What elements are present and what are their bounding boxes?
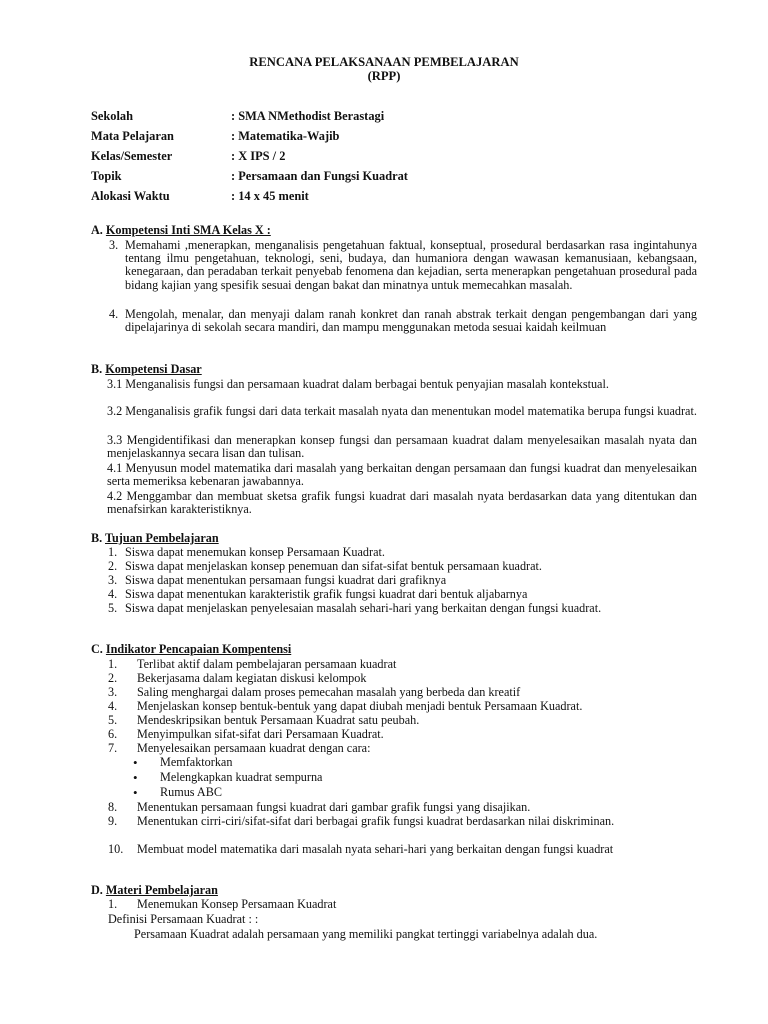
list-number: 1. bbox=[108, 657, 118, 671]
list-text: Menjelaskan konsep bentuk-bentuk yang dapat diubah menjadi bentuk Persamaan Kuadrat. bbox=[137, 699, 583, 713]
section-a-heading bbox=[91, 224, 271, 237]
section-title: Kompetensi Inti SMA Kelas X : bbox=[105, 223, 271, 237]
list-text: Membuat model matematika dari masalah nyata sehari-hari yang berkaitan dengan fungsi kuadrat bbox=[137, 842, 614, 856]
section-letter: D. bbox=[91, 883, 103, 897]
kd-paragraph: 3.3 Mengidentifikasi dan menerapkan konsep fungsi dan persamaan kuadrat dalam menyelesaikan masalah nyata dan menjelaskannya secara lisan dan tulisan. bbox=[107, 433, 697, 461]
list-item bbox=[108, 672, 697, 685]
document-title: RENCANA PELAKSANAAN PEMBELAJARAN bbox=[249, 55, 519, 69]
section-b2-heading bbox=[91, 532, 219, 545]
list-text: Menentukan cirri-ciri/sifat-sifat dari berbagai grafik fungsi kuadrat berdasarkan nilai diskriminan. bbox=[137, 814, 615, 828]
list-item bbox=[108, 574, 697, 587]
list-number: 3. bbox=[109, 238, 119, 252]
list-item bbox=[108, 588, 697, 601]
section-b-heading bbox=[91, 363, 202, 376]
section-d-heading bbox=[91, 884, 218, 897]
section-letter: C. bbox=[91, 642, 103, 656]
definition-label: Definisi Persamaan Kuadrat : : bbox=[108, 912, 259, 926]
section-c-heading bbox=[91, 643, 291, 656]
list-item bbox=[108, 560, 697, 573]
list-item bbox=[108, 546, 697, 559]
bullet-item: Melengkapkan kuadrat sempurna bbox=[160, 770, 323, 784]
list-text: Menyimpulkan sifat-sifat dari Persamaan Kuadrat. bbox=[137, 727, 384, 741]
list-item bbox=[108, 602, 697, 615]
list-number: 6. bbox=[108, 727, 118, 741]
list-number: 4. bbox=[108, 699, 118, 713]
identity-label: Kelas/Semester bbox=[91, 149, 173, 163]
list-text: Mengolah, menalar, dan menyaji dalam ranah konkret dan ranah abstrak terkait dengan pengembangan dari yang dipelajarinya di sekolah secara mandiri, dan mampu menggunakan metoda sesuai kaidah keilmuan bbox=[125, 307, 697, 335]
identity-value: : 14 x 45 menit bbox=[231, 189, 309, 203]
list-number: 4. bbox=[109, 307, 119, 321]
identity-label: Sekolah bbox=[91, 109, 134, 123]
list-number: 1. bbox=[108, 545, 118, 559]
kd-paragraph: 4.2 Menggambar dan membuat sketsa grafik fungsi kuadrat dari masalah nyata berdasarkan data yang ditentukan dan menafsirkan karakteristiknya. bbox=[107, 489, 697, 517]
kd-paragraph: 3.1 Menganalisis fungsi dan persamaan kuadrat dalam berbagai bentuk penyajian masalah kontekstual. bbox=[107, 377, 609, 391]
section-title: Tujuan Pembelajaran bbox=[105, 531, 219, 545]
list-number: 2. bbox=[108, 559, 118, 573]
list-number: 9. bbox=[108, 814, 118, 828]
bullet-dot-icon: • bbox=[133, 785, 138, 800]
kd-paragraph: 4.1 Menyusun model matematika dari masalah yang berkaitan dengan persamaan dan fungsi kuadrat dan menyelesaikan serta memeriksa kebenaran jawabannya. bbox=[107, 461, 697, 489]
list-number: 3. bbox=[108, 573, 118, 587]
list-text: Mendeskripsikan bentuk Persamaan Kuadrat satu peubah. bbox=[137, 713, 420, 727]
list-item bbox=[108, 898, 697, 911]
list-text: Saling menghargai dalam proses pemecahan masalah yang berbeda dan kreatif bbox=[137, 685, 521, 699]
list-item bbox=[108, 801, 697, 814]
list-number: 3. bbox=[108, 685, 118, 699]
list-item bbox=[109, 239, 697, 292]
list-text: Siswa dapat menentukan karakteristik grafik fungsi kuadrat dari bentuk aljabarnya bbox=[125, 587, 528, 601]
list-item bbox=[108, 728, 697, 741]
list-item bbox=[108, 700, 697, 713]
list-number: 8. bbox=[108, 800, 118, 814]
section-letter: B. bbox=[91, 531, 103, 545]
list-text: Bekerjasama dalam kegiatan diskusi kelompok bbox=[137, 671, 367, 685]
list-text: Siswa dapat menentukan persamaan fungsi kuadrat dari grafiknya bbox=[125, 573, 447, 587]
list-text: Menyelesaikan persamaan kuadrat dengan cara: bbox=[137, 741, 371, 755]
list-text: Siswa dapat menjelaskan konsep penemuan dan sifat-sifat bentuk persamaan kuadrat. bbox=[125, 559, 542, 573]
list-number: 1. bbox=[108, 897, 118, 911]
identity-value: : Matematika-Wajib bbox=[231, 129, 340, 143]
list-item bbox=[108, 843, 697, 856]
list-item bbox=[108, 815, 697, 828]
list-number: 7. bbox=[108, 741, 118, 755]
identity-label: Alokasi Waktu bbox=[91, 189, 170, 203]
list-text: Memahami ,menerapkan, menganalisis pengetahuan faktual, konseptual, prosedural berdasarkan rasa ingintahunya tentang ilmu pengetahuan, teknologi, seni, budaya, dan humaniora dengan wawasan kemanusiaan, kebangsaan, kenegaraan, dan peradaban terkait penyebab fenomena dan kejadian, serta menerapkan pengetahuan prosedural pada bidang kajian yang spesifik sesuai dengan bakat dan minatnya untuk memecahkan masalah. bbox=[125, 238, 697, 292]
identity-value: : SMA NMethodist Berastagi bbox=[231, 109, 385, 123]
list-number: 4. bbox=[108, 587, 118, 601]
list-item bbox=[108, 686, 697, 699]
list-text: Menemukan Konsep Persamaan Kuadrat bbox=[137, 897, 337, 911]
section-title: Indikator Pencapaian Kompentensi bbox=[105, 642, 292, 656]
section-letter: B. bbox=[91, 362, 103, 376]
identity-value: : Persamaan dan Fungsi Kuadrat bbox=[231, 169, 408, 183]
list-number: 5. bbox=[108, 713, 118, 727]
definition-text: Persamaan Kuadrat adalah persamaan yang memiliki pangkat tertinggi variabelnya adalah dua. bbox=[134, 927, 598, 941]
section-title: Materi Pembelajaran bbox=[105, 883, 218, 897]
document-subtitle: (RPP) bbox=[367, 69, 401, 83]
identity-value: : X IPS / 2 bbox=[231, 149, 286, 163]
list-item bbox=[108, 742, 697, 755]
section-letter: A. bbox=[91, 223, 103, 237]
kd-paragraph: 3.2 Menganalisis grafik fungsi dari data terkait masalah nyata dan menentukan model matematika berupa fungsi kuadrat. bbox=[107, 404, 697, 418]
identity-label: Topik bbox=[91, 169, 122, 183]
list-item bbox=[108, 714, 697, 727]
list-number: 2. bbox=[108, 671, 118, 685]
list-item bbox=[108, 658, 697, 671]
bullet-dot-icon: • bbox=[133, 770, 138, 785]
bullet-item: Rumus ABC bbox=[160, 785, 222, 799]
list-text: Siswa dapat menemukan konsep Persamaan Kuadrat. bbox=[125, 545, 385, 559]
bullet-item: Memfaktorkan bbox=[160, 755, 233, 769]
list-text: Siswa dapat menjelaskan penyelesaian masalah sehari-hari yang berkaitan dengan fungsi kuadrat. bbox=[125, 601, 602, 615]
identity-label: Mata Pelajaran bbox=[91, 129, 174, 143]
list-text: Menentukan persamaan fungsi kuadrat dari gambar grafik fungsi yang disajikan. bbox=[137, 800, 531, 814]
bullet-dot-icon: • bbox=[133, 755, 138, 770]
section-title: Kompetensi Dasar bbox=[105, 362, 202, 376]
list-item bbox=[109, 308, 697, 334]
list-number: 5. bbox=[108, 601, 118, 615]
list-number: 10. bbox=[108, 842, 124, 856]
list-text: Terlibat aktif dalam pembelajaran persamaan kuadrat bbox=[137, 657, 397, 671]
